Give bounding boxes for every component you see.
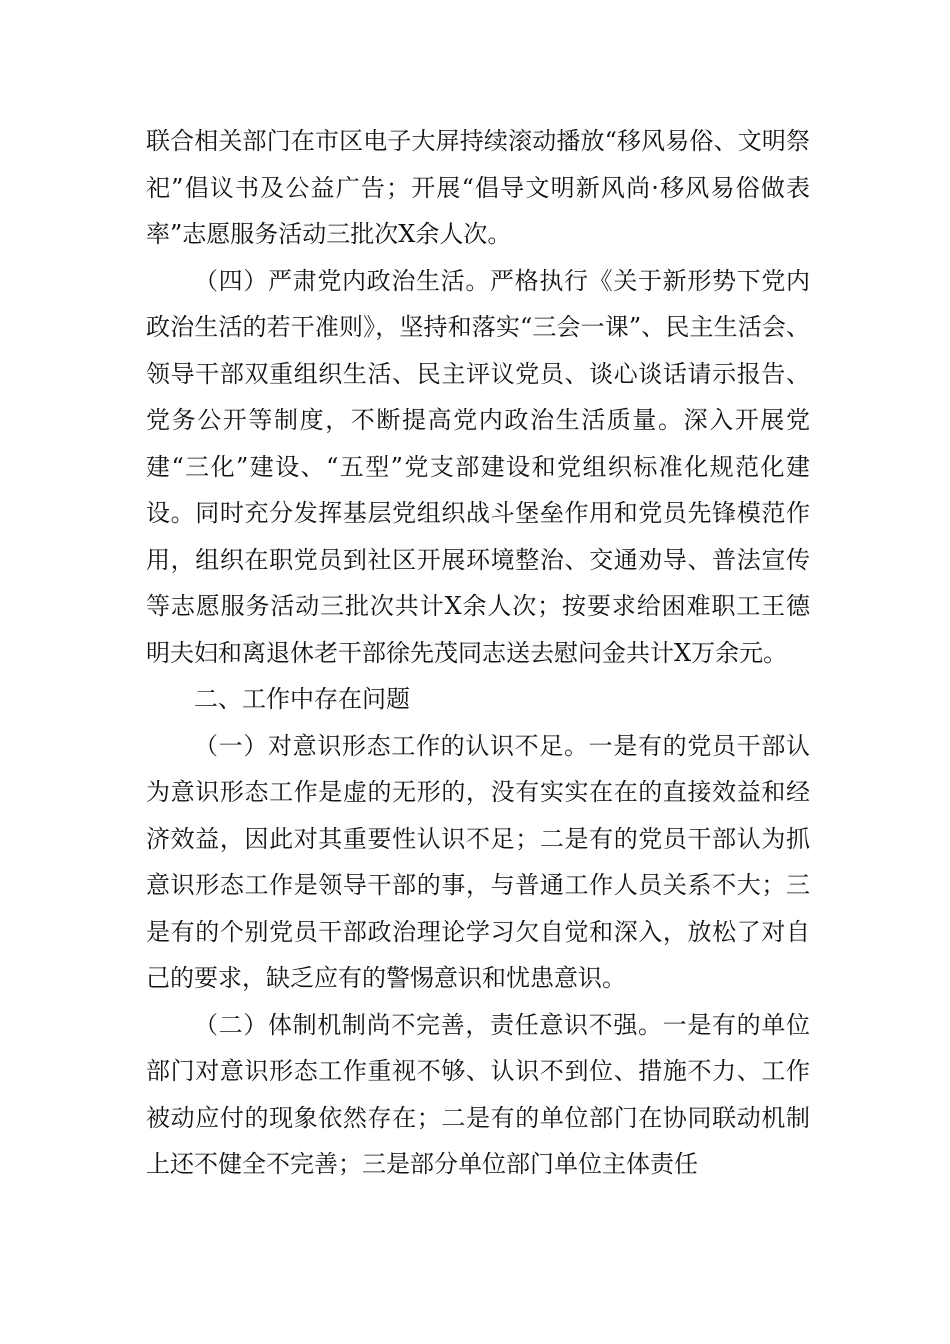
paragraph-mechanism-imperfect: （二）体制机制尚不完善，责任意识不强。一是有的单位部门对意识形态工作重视不够、认识不到位、措施不力、工作被动应付的现象依然存在；二是有的单位部门在协同联动机制上还不健全不完善；三是部分单位部门单位主体责任	[146, 1010, 810, 1178]
document-body	[146, 118, 810, 1188]
paragraph-ideology-awareness: （一）对意识形态工作的认识不足。一是有的党员干部认为意识形态工作是虚的无形的，没有实实在在的直接效益和经济效益，因此对其重要性认识不足；二是有的党员干部认为抓意识形态工作是领导干部的事，与普通工作人员关系不大；三是有的个别党员干部政治理论学习欠自觉和深入，放松了对自己的要求，缺乏应有的警惕意识和忧患意识。	[146, 731, 810, 992]
paragraph-party-political-life: （四）严肃党内政治生活。严格执行《关于新形势下党内政治生活的若干准则》，坚持和落实“三会一课”、民主生活会、领导干部双重组织生活、民主评议党员、谈心谈话请示报告、党务公开等制度，不断提高党内政治生活质量。深入开展党建“三化”建设、“五型”党支部建设和党组织标准化规范化建设。同时充分发挥基层党组织战斗堡垒作用和党员先锋模范作用，组织在职党员到社区开展环境整治、交通劝导、普法宣传等志愿服务活动三批次共计X余人次；按要求给困难职工王德明夫妇和离退休老干部徐先茂同志送去慰问金共计X万余元。	[146, 266, 810, 667]
paragraph-continuation: 联合相关部门在市区电子大屏持续滚动播放“移风易俗、文明祭祀”倡议书及公益广告；开展“倡导文明新风尚·移风易俗做表率”志愿服务活动三批次X余人次。	[146, 127, 810, 248]
section-heading-problems: 二、工作中存在问题	[194, 685, 410, 713]
